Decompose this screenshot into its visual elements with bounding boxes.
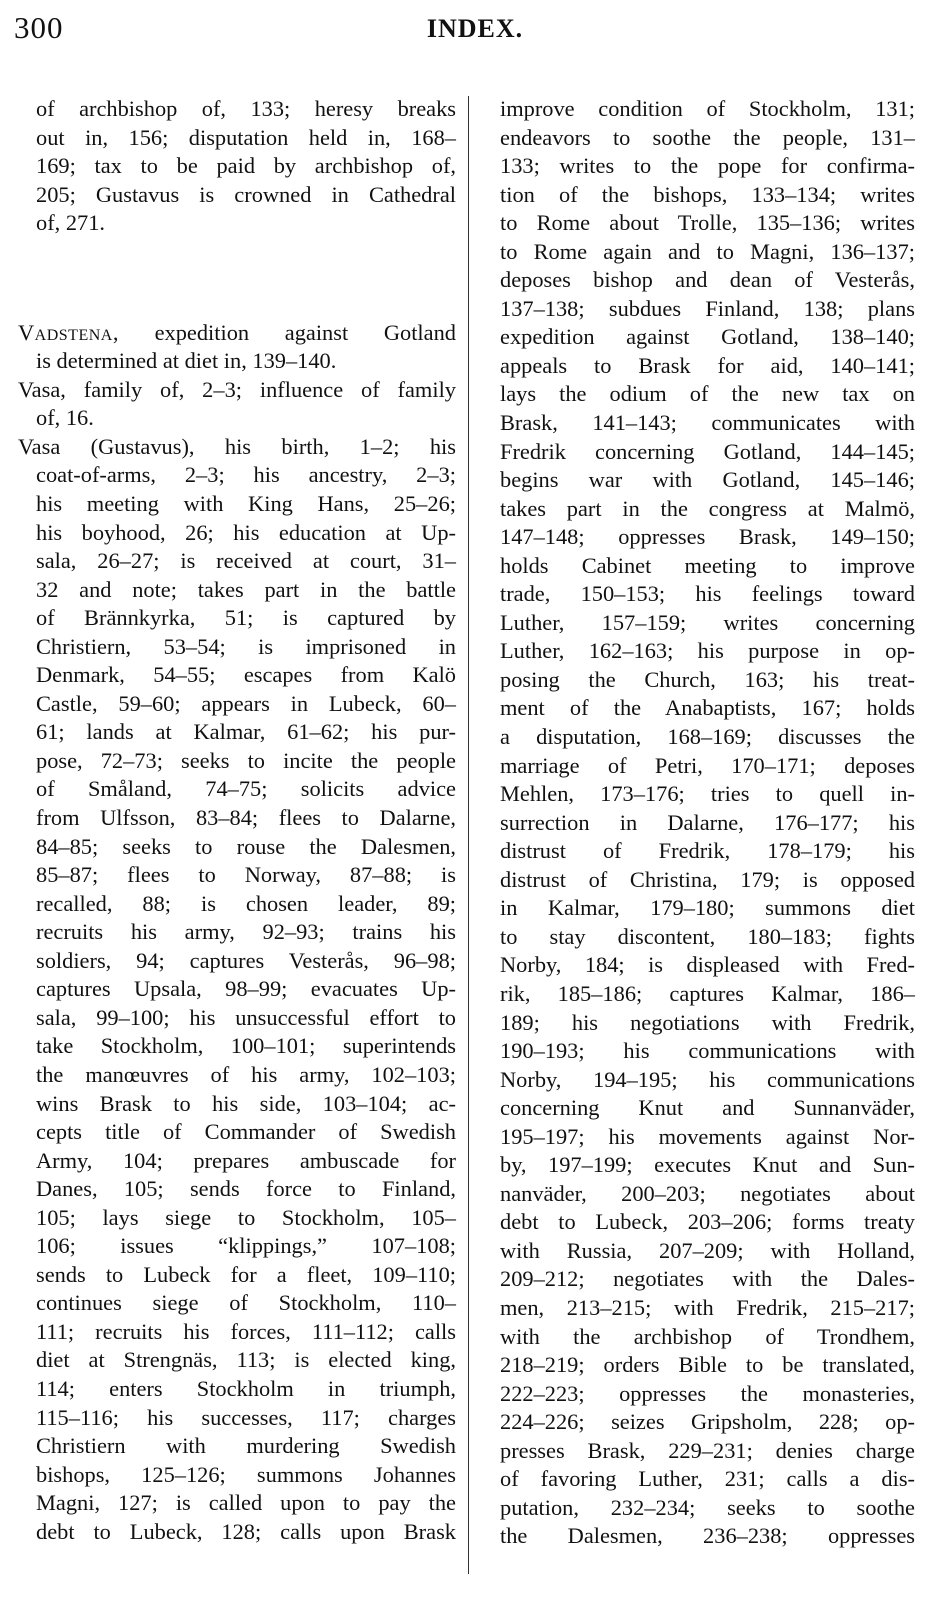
- entry-text: expedition against Gotland: [154, 319, 456, 345]
- index-line: the manœuvres of his army, 102–103;: [36, 1061, 456, 1087]
- index-line: debt to Lubeck, 128; calls upon Brask: [36, 1518, 456, 1544]
- index-line: deposes bishop and dean of Vesterås,: [500, 267, 915, 293]
- index-line: surrection in Dalarne, 176–177; his: [500, 809, 915, 835]
- index-line: 111; recruits his forces, 111–112; calls: [36, 1318, 456, 1344]
- index-line: wins Brask to his side, 103–104; ac-: [36, 1090, 456, 1116]
- index-line: Luther, 157–159; writes concerning: [500, 609, 915, 635]
- index-line: holds Cabinet meeting to improve: [500, 552, 915, 578]
- index-line: sends to Lubeck for a fleet, 109–110;: [36, 1261, 456, 1287]
- entry-vasa-family: [18, 376, 456, 433]
- index-line: Brask, 141–143; communicates with: [500, 410, 915, 436]
- index-line: distrust of Fredrik, 178–179; his: [500, 838, 915, 864]
- index-line: a disputation, 168–169; discusses the: [500, 724, 915, 750]
- index-line: with Russia, 207–209; with Holland,: [500, 1237, 915, 1263]
- index-line: nanväder, 200–203; negotiates about: [500, 1180, 915, 1206]
- index-line: 224–226; seizes Gripsholm, 228; op-: [500, 1409, 915, 1435]
- index-line: 115–116; his successes, 117; charges: [36, 1404, 456, 1430]
- index-line: concerning Knut and Sunnanväder,: [500, 1095, 915, 1121]
- index-line: Christiern, 53–54; is imprisoned in: [36, 633, 456, 659]
- index-line: diet at Strengnäs, 113; is elected king,: [36, 1347, 456, 1373]
- index-line: his boyhood, 26; his education at Up-: [36, 519, 456, 545]
- index-line: Christiern with murdering Swedish: [36, 1433, 456, 1459]
- index-line: 106; issues “klippings,” 107–108;: [36, 1233, 456, 1259]
- entry-vadstena: [18, 319, 456, 376]
- index-line: tion of the bishops, 133–134; writes: [500, 181, 915, 207]
- index-line: expedition against Gotland, 138–140;: [500, 324, 915, 350]
- index-line: 218–219; orders Bible to be translated,: [500, 1352, 915, 1378]
- index-line: distrust of Christina, 179; is opposed: [500, 866, 915, 892]
- index-line: soldiers, 94; captures Vesterås, 96–98;: [36, 947, 456, 973]
- index-line: 205; Gustavus is crowned in Cathedral: [36, 181, 456, 207]
- index-line: Norby, 184; is displeased with Fred-: [500, 952, 915, 978]
- index-line: Mehlen, 173–176; tries to quell in-: [500, 781, 915, 807]
- index-line: 105; lays siege to Stockholm, 105–: [36, 1204, 456, 1230]
- index-line: of Brännkyrka, 51; is captured by: [36, 605, 456, 631]
- index-line: cepts title of Commander of Swedish: [36, 1119, 456, 1145]
- index-line: of, 16.: [36, 405, 94, 431]
- column-rule: [468, 96, 469, 1574]
- index-line: recruits his army, 92–93; trains his: [36, 919, 456, 945]
- index-line: Danes, 105; sends force to Finland,: [36, 1176, 456, 1202]
- index-line: begins war with Gotland, 145–146;: [500, 467, 915, 493]
- index-line: 222–223; oppresses the monasteries,: [500, 1380, 915, 1406]
- index-line: improve condition of Stockholm, 131;: [500, 96, 915, 121]
- index-line: Army, 104; prepares ambuscade for: [36, 1147, 456, 1173]
- index-line: of archbishop of, 133; heresy breaks: [36, 96, 456, 121]
- page-number: 300: [14, 10, 64, 45]
- index-line: Luther, 162–163; his purpose in op-: [500, 638, 915, 664]
- index-line: take Stockholm, 100–101; superintends: [36, 1033, 456, 1059]
- index-line: captures Upsala, 98–99; evacuates Up-: [36, 976, 456, 1002]
- index-line: 209–212; negotiates with the Dales-: [500, 1266, 915, 1292]
- index-line: of favoring Luther, 231; calls a dis-: [500, 1466, 915, 1492]
- index-line: sala, 26–27; is received at court, 31–: [36, 548, 456, 574]
- index-line: posing the Church, 163; his treat-: [500, 666, 915, 692]
- running-head: INDEX.: [426, 14, 524, 43]
- index-line: 189; his negotiations with Fredrik,: [500, 1009, 915, 1035]
- index-line: marriage of Petri, 170–171; deposes: [500, 752, 915, 778]
- index-line: [18, 319, 456, 348]
- entry-vasa-gustavus: [18, 433, 456, 1546]
- index-line: trade, 150–153; his feelings toward: [500, 581, 915, 607]
- entry-upsala-continued: [18, 95, 456, 238]
- index-line: out in, 156; disputation held in, 168–: [36, 124, 456, 150]
- index-line: rik, 185–186; captures Kalmar, 186–: [500, 980, 915, 1006]
- index-line: the Dalesmen, 236–238; oppresses: [500, 1523, 915, 1549]
- index-line: Denmark, 54–55; escapes from Kalö: [36, 662, 456, 688]
- index-line: 137–138; subdues Finland, 138; plans: [500, 295, 915, 321]
- index-line: 190–193; his communications with: [500, 1038, 915, 1064]
- index-line: 169; tax to be paid by archbishop of,: [36, 153, 456, 179]
- index-line: 195–197; his movements against Nor-: [500, 1123, 915, 1149]
- index-line: in Kalmar, 179–180; summons diet: [500, 895, 915, 921]
- right-column: [500, 95, 915, 1551]
- index-line: putation, 232–234; seeks to soothe: [500, 1494, 915, 1520]
- index-line: to Rome about Trolle, 135–136; writes: [500, 210, 915, 236]
- index-line: to Rome again and to Magni, 136–137;: [500, 238, 915, 264]
- index-line: Castle, 59–60; appears in Lubeck, 60–: [36, 690, 456, 716]
- index-line: Magni, 127; is called upon to pay the: [36, 1490, 456, 1516]
- entry-gap: [18, 238, 456, 319]
- index-line: recalled, 88; is chosen leader, 89;: [36, 890, 456, 916]
- index-line: 84–85; seeks to rouse the Dalesmen,: [36, 833, 456, 859]
- index-line: his meeting with King Hans, 25–26;: [36, 491, 456, 517]
- index-line: bishops, 125–126; summons Johannes: [36, 1461, 456, 1487]
- index-line: 61; lands at Kalmar, 61–62; his pur-: [36, 719, 456, 745]
- index-line: takes part in the congress at Malmö,: [500, 495, 915, 521]
- index-line: to stay discontent, 180–183; fights: [500, 923, 915, 949]
- index-line: appeals to Brask for aid, 140–141;: [500, 352, 915, 378]
- index-line: by, 197–199; executes Knut and Sun-: [500, 1152, 915, 1178]
- index-line: endeavors to soothe the people, 131–: [500, 124, 915, 150]
- index-line: 85–87; flees to Norway, 87–88; is: [36, 862, 456, 888]
- index-line: from Ulfsson, 83–84; flees to Dalarne,: [36, 805, 456, 831]
- index-line: with the archbishop of Trondhem,: [500, 1323, 915, 1349]
- left-column: [18, 95, 456, 1546]
- index-line: lays the odium of the new tax on: [500, 381, 915, 407]
- index-line: of Småland, 74–75; solicits advice: [36, 776, 456, 802]
- index-line: continues siege of Stockholm, 110–: [36, 1290, 456, 1316]
- index-line: 147–148; oppresses Brask, 149–150;: [500, 524, 915, 550]
- index-line: coat-of-arms, 2–3; his ancestry, 2–3;: [36, 462, 456, 488]
- index-line: presses Brask, 229–231; denies charge: [500, 1437, 915, 1463]
- index-line: 114; enters Stockholm in triumph,: [36, 1375, 456, 1401]
- index-line: 133; writes to the pope for confirma-: [500, 153, 915, 179]
- index-line: is determined at diet in, 139–140.: [36, 348, 337, 374]
- index-line: 32 and note; takes part in the battle: [36, 576, 456, 602]
- index-line: of, 271.: [36, 210, 106, 236]
- index-line: men, 213–215; with Fredrik, 215–217;: [500, 1294, 915, 1320]
- index-line: ment of the Anabaptists, 167; holds: [500, 695, 915, 721]
- index-line: Fredrik concerning Gotland, 144–145;: [500, 438, 915, 464]
- index-line: Vasa, family of, 2–3; influence of family: [18, 376, 456, 402]
- index-line: Norby, 194–195; his communications: [500, 1066, 915, 1092]
- entry-term: Vadstena,: [18, 319, 119, 345]
- index-line: Vasa (Gustavus), his birth, 1–2; his: [18, 433, 456, 459]
- index-line: debt to Lubeck, 203–206; forms treaty: [500, 1209, 915, 1235]
- index-line: sala, 99–100; his unsuccessful effort to: [36, 1004, 456, 1030]
- index-line: pose, 72–73; seeks to incite the people: [36, 747, 456, 773]
